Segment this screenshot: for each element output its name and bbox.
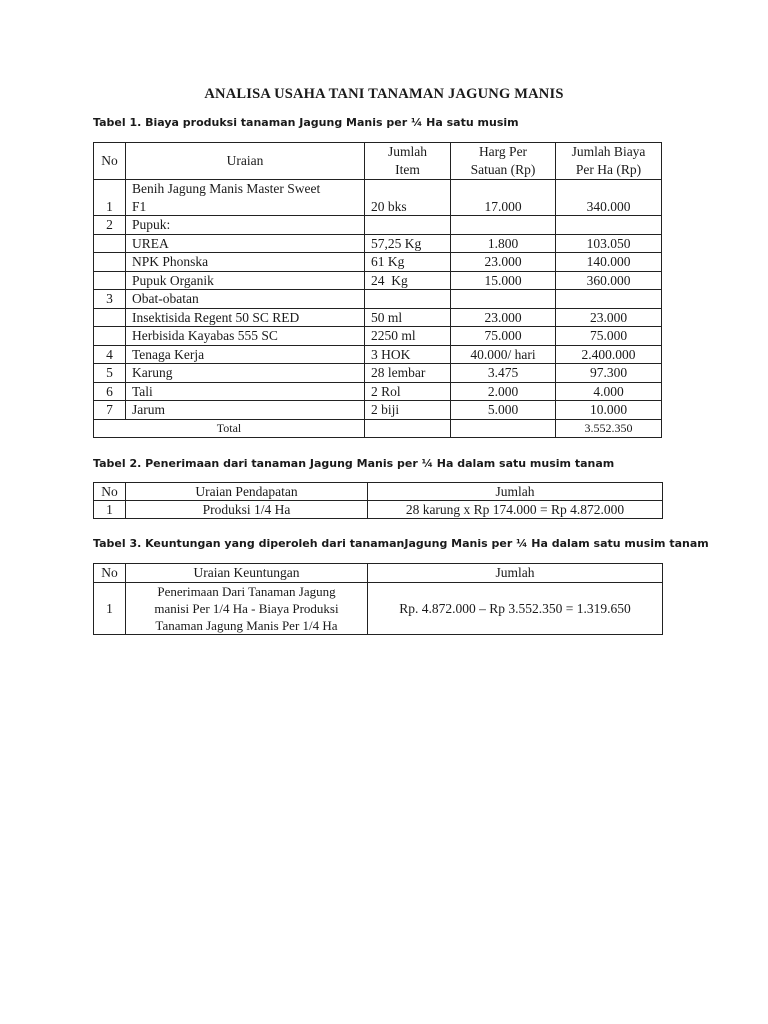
row-harga: 3.475 (451, 364, 556, 383)
table-row (94, 345, 662, 364)
row-harga: 5.000 (451, 401, 556, 420)
row-item (365, 216, 451, 235)
row-no: 1 (94, 583, 126, 635)
row-harga (451, 290, 556, 309)
row-uraian: NPK Phonska (126, 253, 365, 272)
table-row (94, 216, 662, 235)
row-no (94, 253, 126, 272)
table3-caption: Tabel 3. Keuntungan yang diperoleh dari tanamanJagung Manis per ¼ Ha dalam satu musim tanam (93, 537, 709, 550)
table-header-row (94, 564, 663, 583)
row-uraian: Penerimaan Dari Tanaman Jagung manisi Per 1/4 Ha - Biaya Produksi Tanaman Jagung Manis Per 1/4 Ha (126, 583, 368, 635)
row-uraian: Benih Jagung Manis Master Sweet F1 (126, 180, 365, 216)
row-no: 2 (94, 216, 126, 235)
header-no: No (94, 564, 126, 583)
table-header-row (94, 143, 662, 180)
total-label: Total (94, 419, 365, 438)
profit-table (93, 563, 663, 635)
row-item: 2 Rol (365, 382, 451, 401)
row-item: 2250 ml (365, 327, 451, 346)
row-harga: 40.000/ hari (451, 345, 556, 364)
row-no (94, 327, 126, 346)
row-uraian: Jarum (126, 401, 365, 420)
table-row (94, 290, 662, 309)
row-item: 24 Kg (365, 271, 451, 290)
table-row (94, 327, 662, 346)
row-item: 57,25 Kg (365, 234, 451, 253)
row-no: 7 (94, 401, 126, 420)
row-harga (451, 216, 556, 235)
row-item: 28 lembar (365, 364, 451, 383)
total-empty-cell (451, 419, 556, 438)
row-biaya: 23.000 (556, 308, 662, 327)
row-uraian: Karung (126, 364, 365, 383)
row-jumlah: Rp. 4.872.000 – Rp 3.552.350 = 1.319.650 (368, 583, 663, 635)
header-jumlah-biaya: Jumlah Biaya Per Ha (Rp) (556, 143, 662, 180)
row-harga: 17.000 (451, 180, 556, 216)
table-row (94, 234, 662, 253)
table-row (94, 583, 663, 635)
table-row (94, 382, 662, 401)
table-row (94, 180, 662, 216)
header-no: No (94, 143, 126, 180)
header-jumlah: Jumlah (368, 564, 663, 583)
header-uraian: Uraian (126, 143, 365, 180)
row-no: 4 (94, 345, 126, 364)
row-item: 2 biji (365, 401, 451, 420)
row-no: 6 (94, 382, 126, 401)
row-no: 3 (94, 290, 126, 309)
table-row (94, 308, 662, 327)
table1-caption: Tabel 1. Biaya produksi tanaman Jagung Manis per ¼ Ha satu musim (93, 116, 519, 129)
row-uraian: Herbisida Kayabas 555 SC (126, 327, 365, 346)
header-jumlah: Jumlah (368, 483, 663, 501)
row-uraian: UREA (126, 234, 365, 253)
header-uraian-keuntungan: Uraian Keuntungan (126, 564, 368, 583)
row-harga: 15.000 (451, 271, 556, 290)
row-biaya: 75.000 (556, 327, 662, 346)
row-biaya: 10.000 (556, 401, 662, 420)
row-uraian: Insektisida Regent 50 SC RED (126, 308, 365, 327)
production-cost-table (93, 142, 662, 438)
row-item: 61 Kg (365, 253, 451, 272)
row-uraian: Tenaga Kerja (126, 345, 365, 364)
row-harga: 23.000 (451, 308, 556, 327)
row-item (365, 290, 451, 309)
row-no (94, 271, 126, 290)
total-value: 3.552.350 (556, 419, 662, 438)
row-no (94, 234, 126, 253)
row-jumlah: 28 karung x Rp 174.000 = Rp 4.872.000 (368, 501, 663, 519)
row-biaya: 4.000 (556, 382, 662, 401)
row-biaya: 103.050 (556, 234, 662, 253)
row-biaya: 140.000 (556, 253, 662, 272)
row-uraian: Pupuk: (126, 216, 365, 235)
row-harga: 23.000 (451, 253, 556, 272)
table-row (94, 253, 662, 272)
row-biaya: 97.300 (556, 364, 662, 383)
table-row (94, 271, 662, 290)
header-harga-satuan: Harg Per Satuan (Rp) (451, 143, 556, 180)
row-uraian: Pupuk Organik (126, 271, 365, 290)
row-item: 50 ml (365, 308, 451, 327)
revenue-table (93, 482, 663, 519)
total-empty-cell (365, 419, 451, 438)
total-row (94, 419, 662, 438)
row-biaya: 340.000 (556, 180, 662, 216)
table-row (94, 401, 662, 420)
row-item: 3 HOK (365, 345, 451, 364)
row-biaya (556, 290, 662, 309)
row-uraian: Obat-obatan (126, 290, 365, 309)
table-row (94, 364, 662, 383)
row-item: 20 bks (365, 180, 451, 216)
table2-caption: Tabel 2. Penerimaan dari tanaman Jagung Manis per ¼ Ha dalam satu musim tanam (93, 457, 615, 470)
row-biaya: 2.400.000 (556, 345, 662, 364)
row-biaya: 360.000 (556, 271, 662, 290)
row-uraian: Tali (126, 382, 365, 401)
header-uraian-pendapatan: Uraian Pendapatan (126, 483, 368, 501)
row-harga: 75.000 (451, 327, 556, 346)
table-header-row (94, 483, 663, 501)
row-no: 1 (94, 180, 126, 216)
page-title: ANALISA USAHA TANI TANAMAN JAGUNG MANIS (204, 86, 564, 102)
header-jumlah-item: Jumlah Item (365, 143, 451, 180)
row-no (94, 308, 126, 327)
row-uraian: Produksi 1/4 Ha (126, 501, 368, 519)
row-harga: 2.000 (451, 382, 556, 401)
header-no: No (94, 483, 126, 501)
row-harga: 1.800 (451, 234, 556, 253)
row-no: 5 (94, 364, 126, 383)
row-no: 1 (94, 501, 126, 519)
table-row (94, 501, 663, 519)
row-biaya (556, 216, 662, 235)
